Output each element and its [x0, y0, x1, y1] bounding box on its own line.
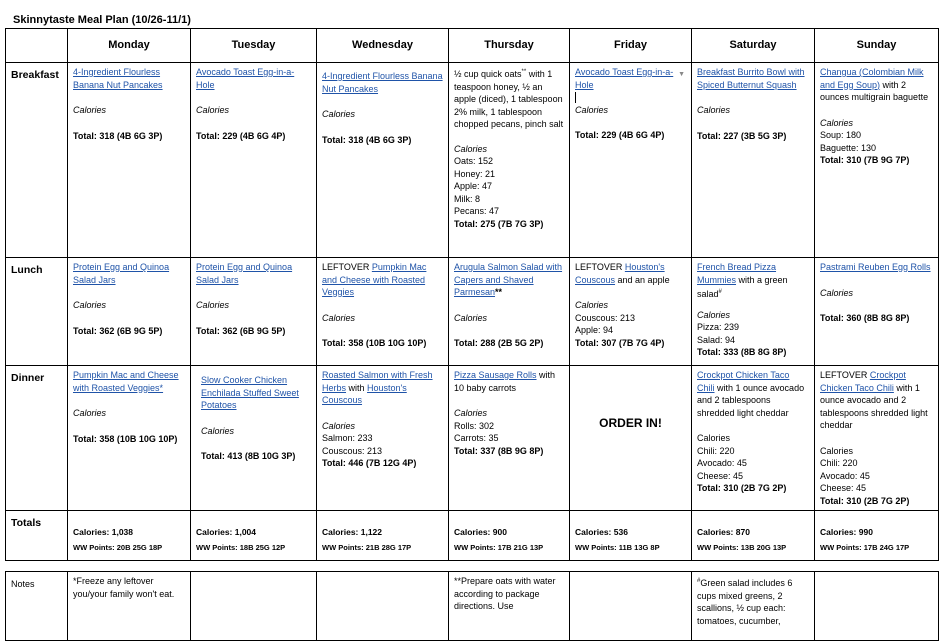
meal-total: Total: 362 (6B 9G 5P) — [196, 325, 286, 336]
dinner-tuesday — [191, 366, 317, 511]
calories-label: Calories — [697, 105, 731, 115]
calories-label: Calories — [73, 408, 107, 418]
dinner-sunday: LEFTOVER Crockpot Chicken Taco Chili with 1 ounce avocado and 2 tablespoons shredded light cheddar Calories Chili: 220 Avocado: 45 Cheese: 45 Total: 310 (2B 7G 2P) — [815, 366, 939, 511]
recipe-link[interactable]: Pumpkin Mac and Cheese with Roasted Veggies* — [73, 370, 179, 393]
note-tuesday — [191, 572, 317, 641]
calories-label: Calories — [322, 420, 356, 431]
note-monday: *Freeze any leftover you/your family won't eat. — [68, 572, 191, 641]
calorie-line: Honey: 21 — [454, 168, 496, 179]
calories-label: Calories — [73, 105, 107, 115]
recipe-link[interactable]: Pizza Sausage Rolls — [454, 370, 537, 380]
calorie-line: Salmon: 233 — [322, 433, 373, 443]
page-title: Skinnytaste Meal Plan (10/26-11/1) — [13, 14, 191, 26]
meal-total: Total: 358 (10B 10G 10P) — [322, 338, 427, 348]
calorie-line: Pecans: 47 — [454, 206, 500, 216]
calories-label: Calories — [322, 109, 356, 119]
totals-wednesday: Calories: 1,122 WW Points: 21B 28G 17P — [317, 511, 449, 561]
chevron-down-icon[interactable]: ▼ — [678, 71, 685, 78]
meal-total: Total: 229 (4B 6G 4P) — [196, 130, 286, 141]
lunch-saturday: French Bread Pizza Mummies with a green salad# Calories Pizza: 239 Salad: 94 Total: 333 (8B 8G 8P) — [692, 258, 815, 366]
meal-total: Total: 333 (8B 8G 8P) — [697, 347, 787, 357]
day-header-wednesday: Wednesday — [317, 29, 449, 63]
lunch-thursday: Arugula Salmon Salad with Capers and Shaved Parmesan** Calories Total: 288 (2B 5G 2P) — [449, 258, 570, 366]
recipe-link[interactable]: Avocado Toast Egg-in-a-Hole — [196, 67, 295, 90]
recipe-link[interactable]: Breakfast Burrito Bowl with Spiced Butternut Squash — [697, 67, 805, 90]
recipe-link[interactable]: Protein Egg and Quinoa Salad Jars — [196, 262, 293, 285]
calorie-line: Chili: 220 — [820, 458, 858, 468]
lunch-wednesday: LEFTOVER Pumpkin Mac and Cheese with Roasted Veggies Calories Total: 358 (10B 10G 10P) — [317, 258, 449, 366]
lunch-tuesday — [191, 258, 317, 366]
text-cursor — [575, 92, 576, 103]
breakfast-monday — [68, 63, 191, 258]
calories-label: Calories — [575, 104, 609, 115]
calories-label: Calories — [575, 300, 609, 310]
meal-total: Total: 227 (3B 5G 3P) — [697, 130, 787, 141]
meal-total: Total: 318 (4B 6G 3P) — [322, 134, 412, 145]
meal-total: Total: 229 (4B 6G 4P) — [575, 130, 665, 140]
meal-total: Total: 275 (7B 7G 3P) — [454, 218, 544, 229]
calorie-line: Apple: 94 — [575, 325, 614, 335]
meal-total: Total: 288 (2B 5G 2P) — [454, 338, 544, 348]
calorie-line: Avocado: 45 — [697, 458, 747, 468]
recipe-link[interactable]: 4-Ingredient Flourless Banana Nut Pancakes — [322, 71, 443, 94]
day-header-sunday: Sunday — [815, 29, 939, 63]
recipe-link[interactable]: 4-Ingredient Flourless Banana Nut Pancakes — [73, 67, 163, 90]
meal-total: Total: 310 (7B 9G 7P) — [820, 155, 910, 165]
calories-label: Calories — [820, 445, 854, 456]
dinner-thursday: Pizza Sausage Rolls with 10 baby carrots Calories Rolls: 302 Carrots: 35 Total: 337 (8B 9G 8P) — [449, 366, 570, 511]
dinner-monday — [68, 366, 191, 511]
calories-label: Calories — [697, 433, 731, 443]
calorie-line: Chili: 220 — [697, 445, 735, 456]
breakfast-sunday: Changua (Colombian Milk and Egg Soup) with 2 ounces multigrain baguette Calories Soup: 180 Baguette: 130 Total: 310 (7B 9G 7P) — [815, 63, 939, 258]
row-label-totals: Totals — [6, 511, 68, 561]
recipe-link[interactable]: Avocado Toast Egg-in-a-Hole — [575, 67, 674, 90]
calories-label: Calories — [454, 408, 488, 418]
calorie-line: Rolls: 302 — [454, 420, 495, 431]
meal-total: Total: 310 (2B 7G 2P) — [820, 495, 910, 506]
lunch-sunday — [815, 258, 939, 366]
meal-total: Total: 413 (8B 10G 3P) — [201, 451, 296, 461]
meal-total: Total: 446 (7B 12G 4P) — [322, 458, 417, 468]
recipe-link[interactable]: Protein Egg and Quinoa Salad Jars — [73, 262, 170, 285]
calories-label: Calories — [454, 312, 488, 323]
calorie-line: Pizza: 239 — [697, 322, 740, 332]
recipe-link[interactable]: Changua (Colombian Milk and Egg Soup) — [820, 67, 924, 90]
totals-thursday: Calories: 900 WW Points: 17B 21G 13P — [449, 511, 570, 561]
dinner-row — [6, 366, 939, 511]
breakfast-saturday — [692, 63, 815, 258]
row-label-notes: Notes — [6, 572, 68, 641]
meal-total: Total: 362 (6B 9G 5P) — [73, 325, 163, 336]
calorie-line: Cheese: 45 — [697, 470, 744, 481]
meal-total: Total: 318 (4B 6G 3P) — [73, 130, 163, 141]
day-header-tuesday: Tuesday — [191, 29, 317, 63]
calorie-line: Oats: 152 — [454, 156, 494, 166]
calorie-line: Avocado: 45 — [820, 470, 870, 481]
calories-label: Calories — [196, 105, 230, 115]
recipe-link[interactable]: Crockpot Chicken Taco Chili — [820, 370, 906, 393]
totals-row — [6, 511, 939, 561]
calories-label: Calories — [697, 309, 731, 320]
recipe-link[interactable]: Roasted Salmon with Fresh Herbs — [322, 370, 433, 393]
breakfast-wednesday — [317, 63, 449, 258]
header-row — [6, 29, 939, 63]
day-header-saturday: Saturday — [692, 29, 815, 63]
totals-tuesday: Calories: 1,004 WW Points: 18B 25G 12P — [191, 511, 317, 561]
recipe-link[interactable]: Pastrami Reuben Egg Rolls — [820, 262, 931, 272]
row-label-breakfast: Breakfast — [6, 63, 68, 258]
lunch-row — [6, 258, 939, 366]
calorie-line: Carrots: 35 — [454, 433, 499, 443]
notes-row — [6, 572, 939, 641]
meal-description: ½ cup quick oats** with 1 teaspoon honey, ½ an apple (diced), 1 tablespoon 2% milk, 1 tablespoon chopped pecans, pinch salt — [454, 69, 564, 129]
calories-label: Calories — [322, 312, 356, 323]
calories-label: Calories — [820, 117, 854, 128]
day-header-monday: Monday — [68, 29, 191, 63]
meal-total: Total: 358 (10B 10G 10P) — [73, 433, 178, 444]
calories-label: Calories — [73, 300, 107, 310]
calorie-line: Couscous: 213 — [575, 312, 636, 323]
dinner-wednesday: Roasted Salmon with Fresh Herbs with Houston's Couscous Calories Salmon: 233 Couscous: 213 Total: 446 (7B 12G 4P) — [317, 366, 449, 511]
calorie-line: Apple: 47 — [454, 181, 493, 191]
dinner-friday — [570, 366, 692, 511]
meal-total: Total: 360 (8B 8G 8P) — [820, 313, 910, 323]
calories-label: Calories — [201, 425, 235, 436]
totals-sunday: Calories: 990 WW Points: 17B 24G 17P — [815, 511, 939, 561]
breakfast-row — [6, 63, 939, 258]
calorie-line: Soup: 180 — [820, 130, 862, 140]
totals-friday: Calories: 536 WW Points: 11B 13G 8P — [570, 511, 692, 561]
meal-total: Total: 337 (8B 9G 8P) — [454, 445, 544, 456]
totals-monday: Calories: 1,038 WW Points: 20B 25G 18P — [68, 511, 191, 561]
recipe-link[interactable]: Arugula Salmon Salad with Capers and Shaved Parmesan — [454, 262, 563, 297]
calorie-line: Salad: 94 — [697, 334, 736, 345]
row-label-dinner: Dinner — [6, 366, 68, 511]
recipe-link[interactable]: Crockpot Chicken Taco Chili — [697, 370, 790, 393]
meal-total: Total: 310 (2B 7G 2P) — [697, 483, 787, 493]
calories-label: Calories — [196, 300, 230, 310]
day-header-thursday: Thursday — [449, 29, 570, 63]
note-thursday: **Prepare oats with water according to package directions. Use — [449, 572, 570, 641]
calorie-line: Cheese: 45 — [820, 483, 867, 493]
day-header-friday: Friday — [570, 29, 692, 63]
meal-plan-table — [5, 28, 939, 561]
note-sunday — [815, 572, 939, 641]
recipe-link[interactable]: French Bread Pizza Mummies — [697, 262, 777, 285]
lunch-friday: LEFTOVER Houston's Couscous and an apple Calories Couscous: 213 Apple: 94 Total: 307 (7B 7G 4P) — [570, 258, 692, 366]
breakfast-tuesday — [191, 63, 317, 258]
calories-label: Calories — [454, 143, 488, 154]
note-friday — [570, 572, 692, 641]
row-label-lunch: Lunch — [6, 258, 68, 366]
breakfast-thursday — [449, 63, 570, 258]
breakfast-friday — [570, 63, 692, 258]
recipe-link[interactable]: Slow Cooker Chicken Enchilada Stuffed Sweet Potatoes — [201, 375, 299, 410]
totals-saturday: Calories: 870 WW Points: 13B 20G 13P — [692, 511, 815, 561]
dinner-saturday: Crockpot Chicken Taco Chili with 1 ounce avocado and 2 tablespoons shredded light cheddar Calories Chili: 220 Avocado: 45 Cheese: 45 Total: 310 (2B 7G 2P) — [692, 366, 815, 511]
calorie-line: Baguette: 130 — [820, 142, 877, 153]
order-in-text: ORDER IN! — [599, 416, 662, 430]
lunch-monday — [68, 258, 191, 366]
calorie-line: Couscous: 213 — [322, 445, 383, 456]
meal-total: Total: 307 (7B 7G 4P) — [575, 337, 665, 348]
recipe-link-2[interactable]: Houston's Couscous — [322, 382, 407, 405]
recipe-link[interactable]: Houston's Couscous — [575, 262, 665, 285]
corner-cell — [6, 29, 68, 63]
note-wednesday — [317, 572, 449, 641]
notes-table — [5, 571, 939, 641]
recipe-link[interactable]: Pumpkin Mac and Cheese with Roasted Veggies — [322, 262, 427, 297]
calories-label: Calories — [820, 287, 854, 298]
note-saturday: #Green salad includes 6 cups mixed greens, 2 scallions, ½ cup each: tomatoes, cucumber, — [692, 572, 815, 641]
calorie-line: Milk: 8 — [454, 193, 481, 204]
